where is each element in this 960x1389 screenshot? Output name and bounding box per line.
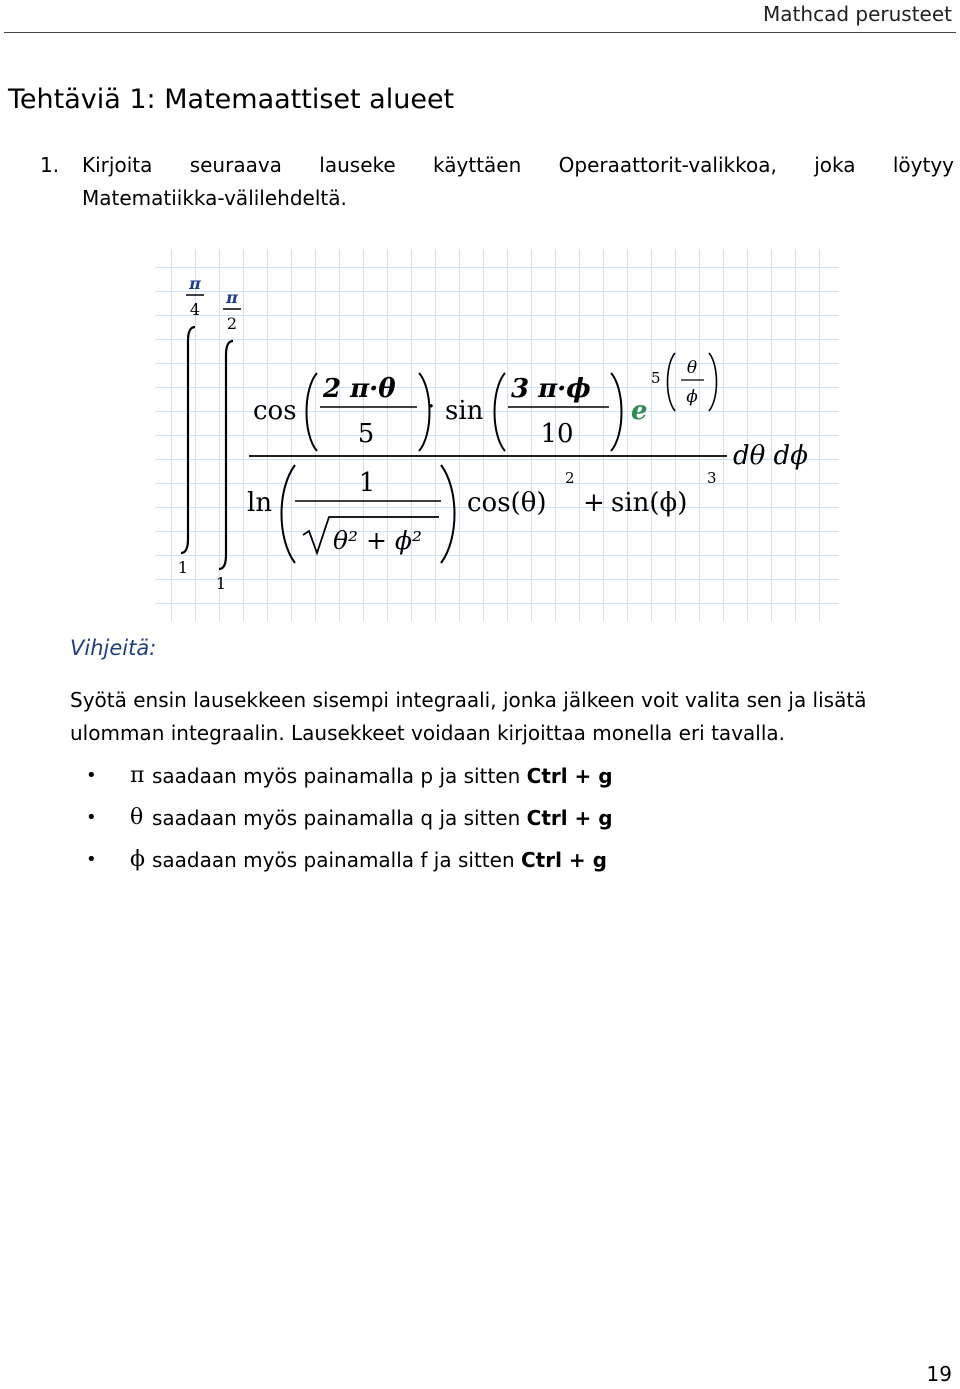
sin-arg-numerator: 3 π·ϕ (511, 374, 591, 404)
tip-description: saadaan myös painamalla q ja sitten (152, 806, 521, 830)
tip-text (152, 844, 607, 876)
tip-symbol: π (130, 763, 145, 788)
den-sin-term: sin(ϕ) (611, 488, 688, 518)
bullet: • (86, 807, 97, 828)
ln-function: ln (247, 488, 273, 518)
multiply-dot: · (427, 392, 436, 422)
inner-integral (216, 288, 241, 593)
sqrt-body: θ² + ϕ² (333, 526, 422, 555)
cos-function: cos (253, 396, 297, 426)
outer-upper-num: π (189, 274, 201, 293)
tip-description: saadaan myös painamalla p ja sitten (152, 764, 521, 788)
inner-lower-limit: 1 (215, 574, 227, 593)
tip-shortcut: Ctrl + g (520, 848, 607, 872)
outer-upper-den: 4 (189, 300, 201, 319)
cos-arg-denominator: 5 (357, 419, 375, 449)
sin-arg-denominator: 10 (540, 419, 574, 449)
tip-symbol: ϕ (130, 847, 145, 872)
inner-integral-sign (219, 341, 233, 569)
task-number: 1. (40, 153, 60, 177)
tip-symbol: θ (130, 805, 144, 830)
euler-e: e (631, 396, 648, 426)
formula-svg (155, 249, 839, 621)
e-exponent-numerator: θ (686, 358, 698, 378)
tip-shortcut: Ctrl + g (526, 806, 613, 830)
cos-arg-numerator: 2 π·θ (323, 374, 396, 404)
task-text-line2: Matematiikka-välilehdeltä. (82, 186, 347, 210)
task-text-line1: Kirjoita seuraava lauseke käyttäen Operaattorit-valikkoa, joka löytyy (82, 153, 954, 177)
bullet: • (86, 849, 97, 870)
outer-integral-sign (181, 327, 195, 553)
tip-text (152, 802, 613, 834)
den-sin-exponent: 3 (707, 469, 717, 487)
tip-text (152, 760, 613, 792)
inner-upper-num: π (226, 288, 238, 307)
hints-heading: Vihjeitä: (70, 636, 157, 660)
header-title: Mathcad perusteet (763, 2, 952, 26)
e-exponent-coefficient: 5 (651, 369, 661, 387)
section-title: Tehtäviä 1: Matemaattiset alueet (8, 84, 455, 115)
task-text (82, 149, 954, 215)
tip-description: saadaan myös painamalla f ja sitten (152, 848, 515, 872)
outer-integral (178, 274, 204, 577)
den-cos-exponent: 2 (565, 469, 575, 487)
den-plus: + (583, 488, 605, 518)
formula-image (155, 249, 839, 621)
denominator (247, 456, 717, 563)
hints-paragraph: Syötä ensin lausekkeen sisempi integraali, jonka jälkeen voit valita sen ja lisätä ulomman integraalin. Lausekkeet voidaan kirjoittaa monella eri tavalla. (70, 688, 867, 745)
numerator (253, 353, 717, 451)
e-exponent-denominator: ϕ (686, 387, 698, 407)
sin-function: sin (445, 396, 484, 426)
tip-shortcut: Ctrl + g (526, 764, 613, 788)
outer-lower-limit: 1 (177, 558, 189, 577)
den-cos-term: cos(θ) (467, 488, 547, 518)
inner-upper-den: 2 (226, 314, 238, 333)
header-rule (4, 32, 956, 33)
page-number: 19 (926, 1362, 952, 1386)
bullet: • (86, 765, 97, 786)
ln-numerator: 1 (358, 468, 376, 498)
differentials: dθ dϕ (733, 441, 808, 471)
